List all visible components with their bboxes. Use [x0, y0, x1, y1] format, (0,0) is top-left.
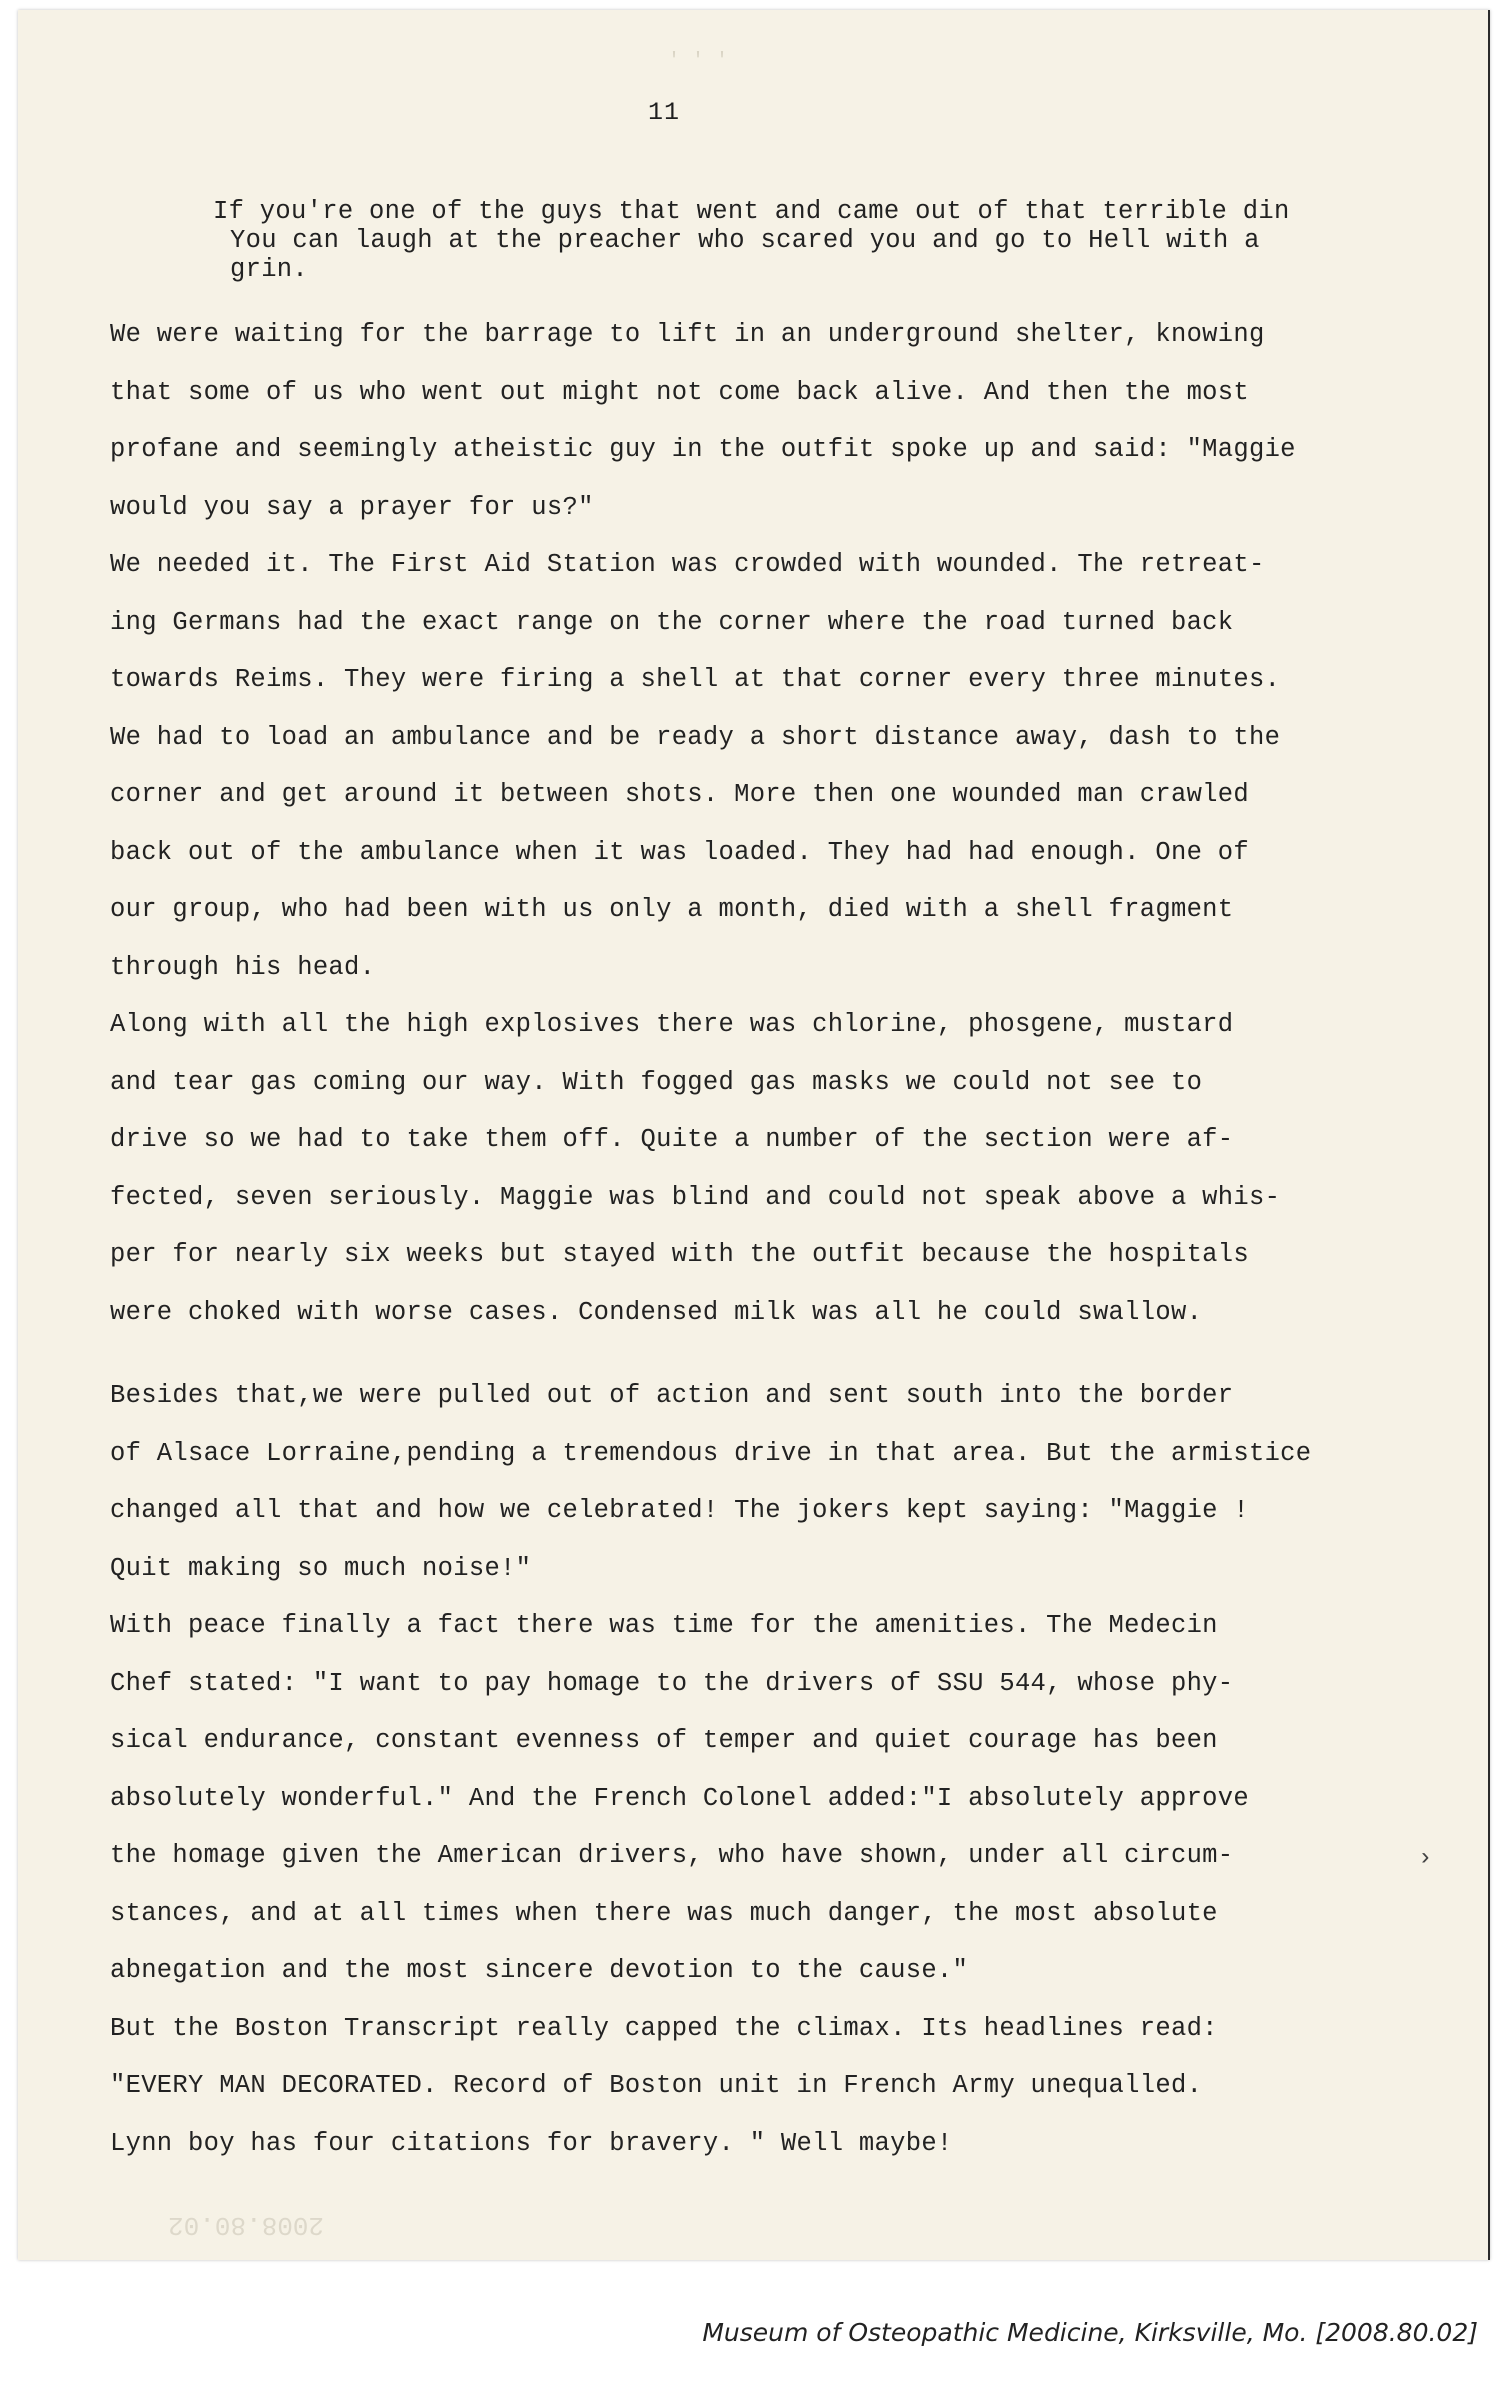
- text-line: would you say a prayer for us?": [110, 492, 594, 522]
- text-line: drive so we had to take them off. Quite a number of the section were af-: [110, 1125, 1234, 1154]
- text-line: towards Reims. They were firing a shell at that corner every three minutes.: [110, 665, 1281, 694]
- text-line: We were waiting for the barrage to lift in an underground shelter, knowing: [110, 320, 1265, 349]
- accession-stamp: 2008.80.02: [168, 2210, 325, 2240]
- text-line: our group, who had been with us only a month, died with a shell fragment: [110, 895, 1234, 924]
- text-line: were choked with worse cases. Condensed milk was all he could swallow.: [110, 1297, 1203, 1327]
- text-line: Chef stated: "I want to pay homage to the drivers of SSU 544, whose phy-: [110, 1668, 1234, 1698]
- text-line: per for nearly six weeks but stayed with the outfit because the hospitals: [110, 1240, 1249, 1269]
- paragraph-armistice: [110, 1367, 1470, 1597]
- text-line: We needed it. The First Aid Station was crowded with wounded. The retreat-: [110, 550, 1265, 579]
- text-line: absolutely wonderful." And the French Colonel added:"I absolutely approve: [110, 1783, 1249, 1813]
- text-line: "EVERY MAN DECORATED. Record of Boston unit in French Army unequalled.: [110, 2071, 1203, 2100]
- faint-mark: ' ' ': [668, 50, 729, 73]
- verse-line: If you're one of the guys that went and came out of that terrible din: [213, 197, 1290, 226]
- verse-line: grin.: [230, 255, 309, 284]
- text-line: But the Boston Transcript really capped the climax. Its headlines read:: [110, 2013, 1218, 2043]
- text-line: Lynn boy has four citations for bravery. " Well maybe!: [110, 2128, 953, 2158]
- museum-caption: Museum of Osteopathic Medicine, Kirksville, Mo. [2008.80.02]: [702, 2318, 1478, 2347]
- text-line: With peace finally a fact there was time for the amenities. The Medecin: [110, 1611, 1218, 1640]
- text-line: through his head.: [110, 952, 376, 982]
- text-line: back out of the ambulance when it was loaded. They had had enough. One of: [110, 837, 1249, 867]
- text-line: sical endurance, constant evenness of temper and quiet courage has been: [110, 1726, 1218, 1755]
- text-line: that some of us who went out might not come back alive. And then the most: [110, 377, 1249, 407]
- margin-mark: ›: [1418, 1845, 1433, 1872]
- paragraph-homage: [110, 1597, 1470, 2000]
- document-page: [18, 10, 1490, 2260]
- text-line: We had to load an ambulance and be ready a short distance away, dash to the: [110, 722, 1281, 752]
- text-line: corner and get around it between shots. More then one wounded man crawled: [110, 780, 1249, 809]
- paragraph-first-aid: [110, 536, 1470, 996]
- paragraph-shelter: [110, 306, 1470, 536]
- text-line: ing Germans had the exact range on the corner where the road turned back: [110, 607, 1234, 637]
- text-line: the homage given the American drivers, who have shown, under all circum-: [110, 1841, 1234, 1870]
- text-line: and tear gas coming our way. With fogged gas masks we could not see to: [110, 1067, 1203, 1097]
- paragraph-transcript: [110, 2000, 1470, 2173]
- text-line: Besides that,we were pulled out of action and sent south into the border: [110, 1381, 1234, 1410]
- text-line: of Alsace Lorraine,pending a tremendous drive in that area. But the armistice: [110, 1438, 1312, 1468]
- text-line: abnegation and the most sincere devotion to the cause.": [110, 1956, 969, 1985]
- text-line: profane and seemingly atheistic guy in the outfit spoke up and said: "Maggie: [110, 435, 1296, 464]
- verse-line: You can laugh at the preacher who scared you and go to Hell with a: [230, 226, 1260, 255]
- text-line: stances, and at all times when there was much danger, the most absolute: [110, 1898, 1218, 1928]
- text-line: changed all that and how we celebrated! The jokers kept saying: "Maggie !: [110, 1496, 1249, 1525]
- text-line: Quit making so much noise!": [110, 1553, 532, 1583]
- verse-block: [213, 197, 1290, 284]
- paragraph-gas: [110, 996, 1470, 1341]
- text-line: fected, seven seriously. Maggie was blind and could not speak above a whis-: [110, 1182, 1281, 1212]
- text-line: Along with all the high explosives there was chlorine, phosgene, mustard: [110, 1010, 1234, 1039]
- page-number: 11: [648, 98, 681, 127]
- body-text: [110, 306, 1470, 2172]
